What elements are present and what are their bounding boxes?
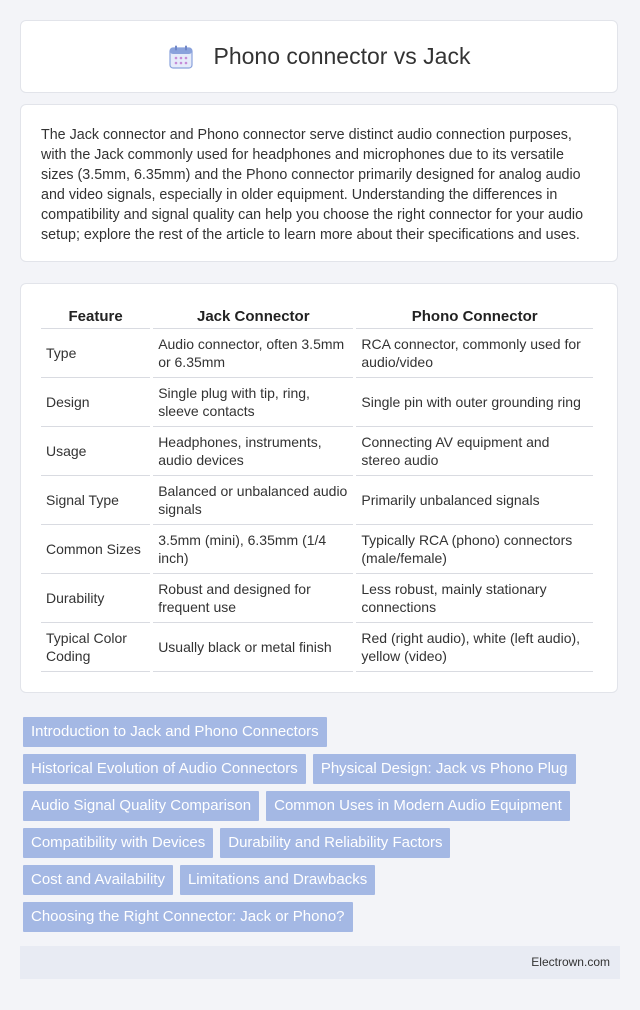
tag-signal-quality[interactable]: Audio Signal Quality Comparison (23, 791, 259, 821)
phono-cell: Connecting AV equipment and stereo audio (356, 427, 593, 476)
feature-cell: Signal Type (41, 476, 150, 525)
table-row (41, 427, 593, 476)
jack-cell: Single plug with tip, ring, sleeve contacts (153, 378, 353, 427)
phono-cell: Red (right audio), white (left audio), yellow (video) (356, 623, 593, 672)
tag-choosing-connector[interactable]: Choosing the Right Connector: Jack or Phono? (23, 902, 353, 932)
phono-cell: Primarily unbalanced signals (356, 476, 593, 525)
jack-cell: Usually black or metal finish (153, 623, 353, 672)
page-title: Phono connector vs Jack (213, 43, 471, 69)
feature-cell: Typical Color Coding (41, 623, 150, 672)
tag-limitations[interactable]: Limitations and Drawbacks (180, 865, 375, 895)
phono-cell: RCA connector, commonly used for audio/video (356, 329, 593, 378)
feature-cell: Type (41, 329, 150, 378)
jack-cell: Headphones, instruments, audio devices (153, 427, 353, 476)
header-phono: Phono Connector (356, 304, 593, 329)
table-row (41, 378, 593, 427)
jack-cell: Audio connector, often 3.5mm or 6.35mm (153, 329, 353, 378)
feature-cell: Usage (41, 427, 150, 476)
feature-cell: Durability (41, 574, 150, 623)
feature-cell: Common Sizes (41, 525, 150, 574)
header-feature: Feature (41, 304, 150, 329)
tag-physical-design[interactable]: Physical Design: Jack vs Phono Plug (313, 754, 576, 784)
tag-row (23, 791, 623, 821)
jack-cell: 3.5mm (mini), 6.35mm (1/4 inch) (153, 525, 353, 574)
tag-row (23, 717, 623, 747)
calendar-icon (168, 44, 194, 70)
tag-row (23, 828, 623, 858)
feature-cell: Design (41, 378, 150, 427)
phono-cell: Single pin with outer grounding ring (356, 378, 593, 427)
header-card (20, 20, 618, 93)
tag-compatibility[interactable]: Compatibility with Devices (23, 828, 213, 858)
tag-common-uses[interactable]: Common Uses in Modern Audio Equipment (266, 791, 570, 821)
phono-cell: Less robust, mainly stationary connections (356, 574, 593, 623)
tag-historical-evolution[interactable]: Historical Evolution of Audio Connectors (23, 754, 306, 784)
phono-cell: Typically RCA (phono) connectors (male/female) (356, 525, 593, 574)
topic-tags (23, 717, 623, 939)
jack-cell: Balanced or unbalanced audio signals (153, 476, 353, 525)
footer-site-name: Electrown.com (531, 955, 610, 969)
jack-cell: Robust and designed for frequent use (153, 574, 353, 623)
comparison-table-card (20, 283, 618, 693)
footer (20, 946, 620, 979)
tag-row (23, 902, 623, 932)
table-row (41, 525, 593, 574)
tag-durability[interactable]: Durability and Reliability Factors (220, 828, 450, 858)
tag-row (23, 754, 623, 784)
tag-cost[interactable]: Cost and Availability (23, 865, 173, 895)
table-row (41, 574, 593, 623)
table-row (41, 329, 593, 378)
table-row (41, 623, 593, 672)
tag-row (23, 865, 623, 895)
table-row (41, 476, 593, 525)
tag-introduction[interactable]: Introduction to Jack and Phono Connectors (23, 717, 327, 747)
table-header-row (41, 304, 593, 329)
intro-card (20, 104, 618, 262)
intro-paragraph: The Jack connector and Phono connector serve distinct audio connection purposes, with the Jack commonly used for headphones and microphones due to its versatile sizes (3.5mm, 6.35mm) and the Phono connector primarily designed for analog audio and video signals, especially in older equipment. Understanding the differences in compatibility and signal quality can help you choose the right connector for your audio setup; explore the rest of the article to learn more about their specifications and uses. (41, 127, 584, 243)
comparison-table (38, 304, 596, 672)
header-jack: Jack Connector (153, 304, 353, 329)
